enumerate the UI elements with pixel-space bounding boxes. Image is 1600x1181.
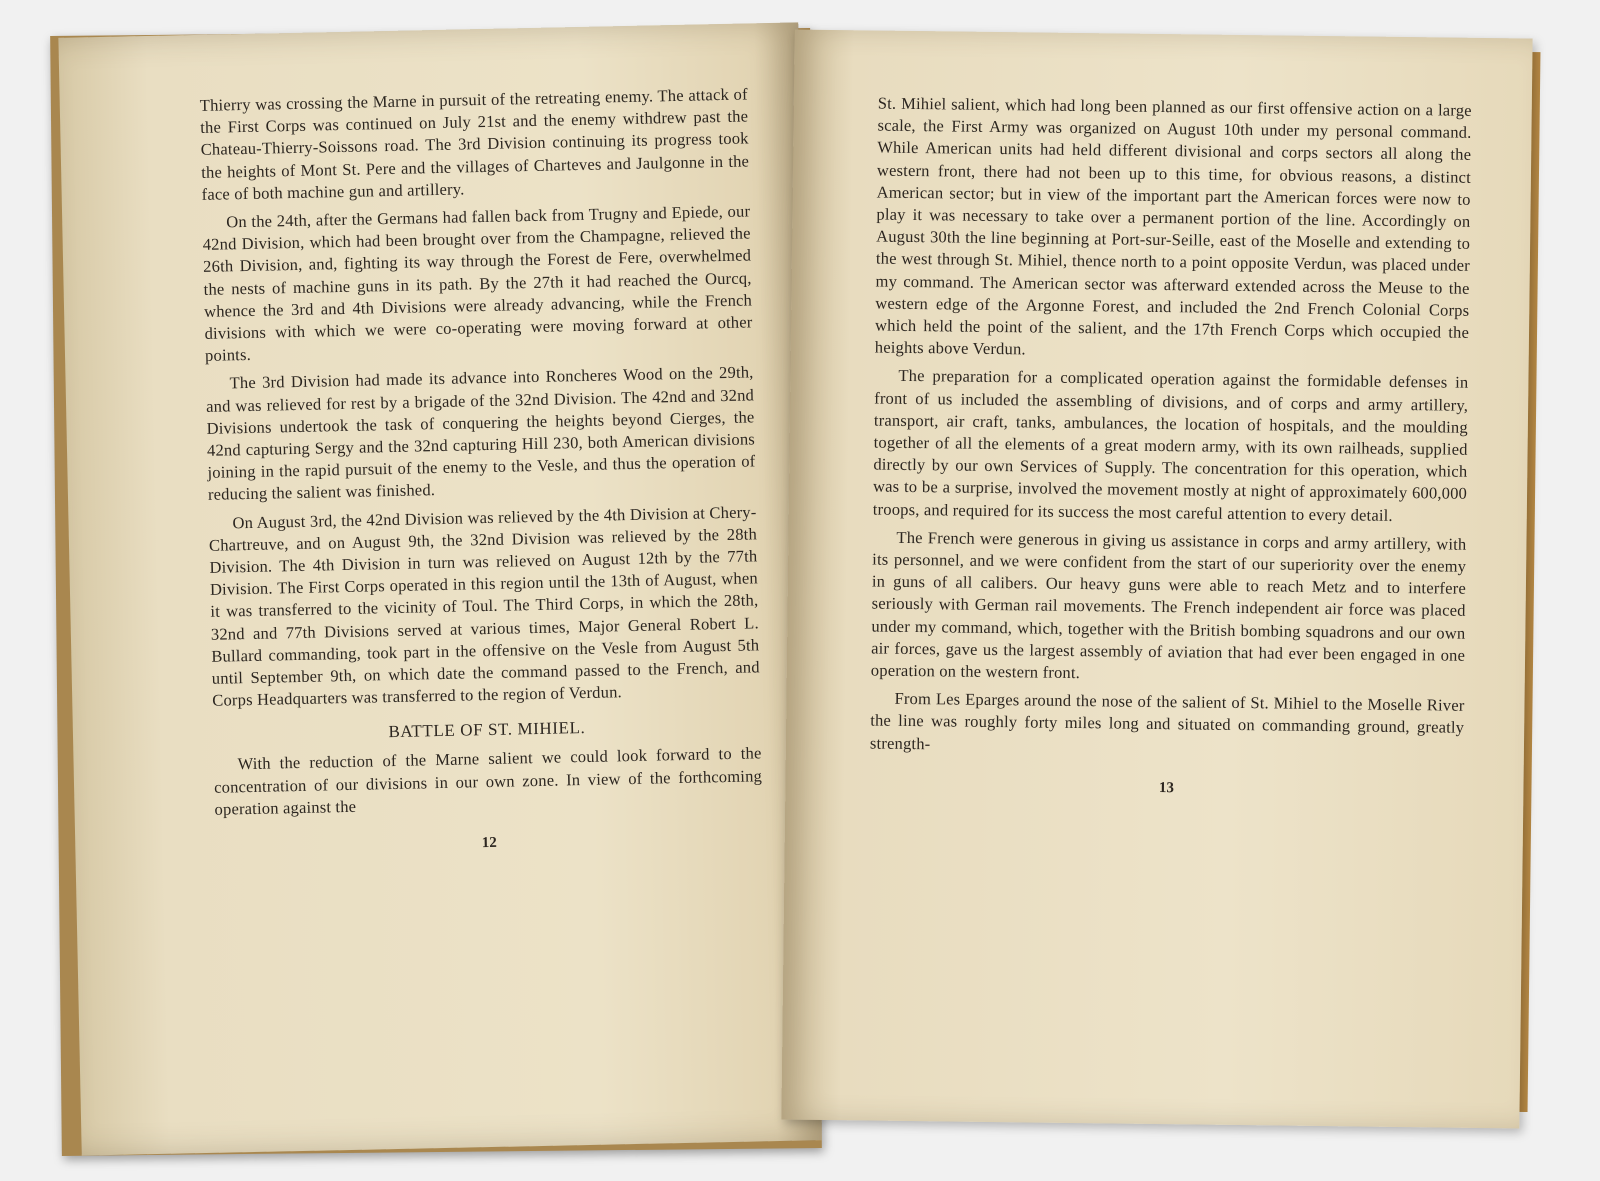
open-booklet xyxy=(48,24,1570,1164)
right-paragraph-3: The French were generous in giving us assistance in corps and army artillery, with its personnel, and we were confident from the start of our superiority over the enemy in guns of all calibers. Our heavy guns were able to reach Metz and to interfere seriously with German rail movements. The French independent air force was placed under my command, which, together with the British bombing squadrons and our own air forces, gave us the largest assembly of aviation that had ever been engaged in one operation on the western front. xyxy=(870,527,1467,683)
left-paragraph-4: On August 3rd, the 42nd Division was relieved by the 4th Division at Chery-Chartreuve, and on August 9th, the 32nd Division was relieved by the 28th Division. The 4th Division in turn was relieved on August 12th by the 77th Division. The First Corps operated in this region until the 13th of August, when it was transferred to the vicinity of Toul. The Third Corps, in which the 28th, 32nd and 77th Divisions served at various times, Major General Robert L. Bullard commanding, took part in the offensive on the Vesle from August 5th until September 9th, on which date the command passed to the French, and Corps Headquarters was transferred to the region of Verdun. xyxy=(208,502,760,711)
left-page-number: 12 xyxy=(481,834,497,852)
section-heading: BATTLE OF ST. MIHIEL. xyxy=(388,718,586,742)
left-page xyxy=(58,22,821,1155)
right-paragraph-2: The preparation for a complicated operation against the formidable defenses in front of us included the assembling of divisions, and of corps and army artillery, transport, air craft, tanks, ambulances, the location of hospitals, and the moulding together of all the elements of a great modern army, with its own railheads, supplied directly by our own Services of Supply. The concentration for this operation, which was to be a surprise, involved the movement mostly at night of approximately 600,000 troops, and required for its success the most careful attention to every detail. xyxy=(872,366,1469,525)
right-paragraph-1: St. Mihiel salient, which had long been planned as our first offensive action on a large scale, the First Army was organized on August 10th under my personal command. While American units had held different divisional and corps sectors all along the western front, there had not been up to this time, for obvious reasons, a distinct American sector; but in view of the important part the American forces were now to play it was necessary to take over a permanent portion of the line. Accordingly on August 30th the line beginning at Port-sur-Seille, east of the Moselle and extending to the west through St. Mihiel, thence north to a point opposite Verdun, was placed under my command. The American sector was afterward extended across the Meuse to the western edge of the Argonne Forest, and included the 2nd French Colonial Corps which held the point of the salient, and the 17th French Corps which occupied the heights above Verdun. xyxy=(874,93,1472,359)
left-paragraph-1: Thierry was crossing the Marne in pursuit of the retreating enemy. The attack of the First Corps was continued on July 21st and the enemy withdrew past the Chateau-Thierry-Soissons road. The 3rd Division continuing its progress took the heights of Mont St. Pere and the villages of Charteves and Jaulgonne in the face of both machine gun and artillery. xyxy=(199,84,750,204)
left-paragraph-3: The 3rd Division had made its advance into Roncheres Wood on the 29th, and was relieved for rest by a brigade of the 32nd Division. The 42nd and 32nd Divisions undertook the task of conquering the heights beyond Cierges, the 42nd capturing Sergy and the 32nd capturing Hill 230, both American divisions joining in the rapid pursuit of the enemy to the Vesle, and thus the operation of reducing the salient was finished. xyxy=(205,362,756,505)
left-paragraph-2: On the 24th, after the Germans had fallen back from Trugny and Epiede, our 42nd Division, which had been brought over from the Champagne, relieved the 26th Division, and, fighting its way through the Forest de Fere, overwhelmed the nests of machine guns in its path. By the 27th it had reached the Ourcq, whence the 3rd and 4th Divisions were already advancing, while the French divisions with which we were co-operating were moving forward at other points. xyxy=(202,201,753,366)
right-page-number: 13 xyxy=(1158,779,1175,797)
left-paragraph-5: With the reduction of the Marne salient we could look forward to the concentration of our divisions in our own zone. In view of the forthcoming operation against the xyxy=(213,743,763,819)
right-page xyxy=(781,30,1532,1129)
right-paragraph-4: From Les Eparges around the nose of the salient of St. Mihiel to the Moselle River the line was roughly forty miles long and situated on commanding ground, greatly strength- xyxy=(869,689,1465,753)
